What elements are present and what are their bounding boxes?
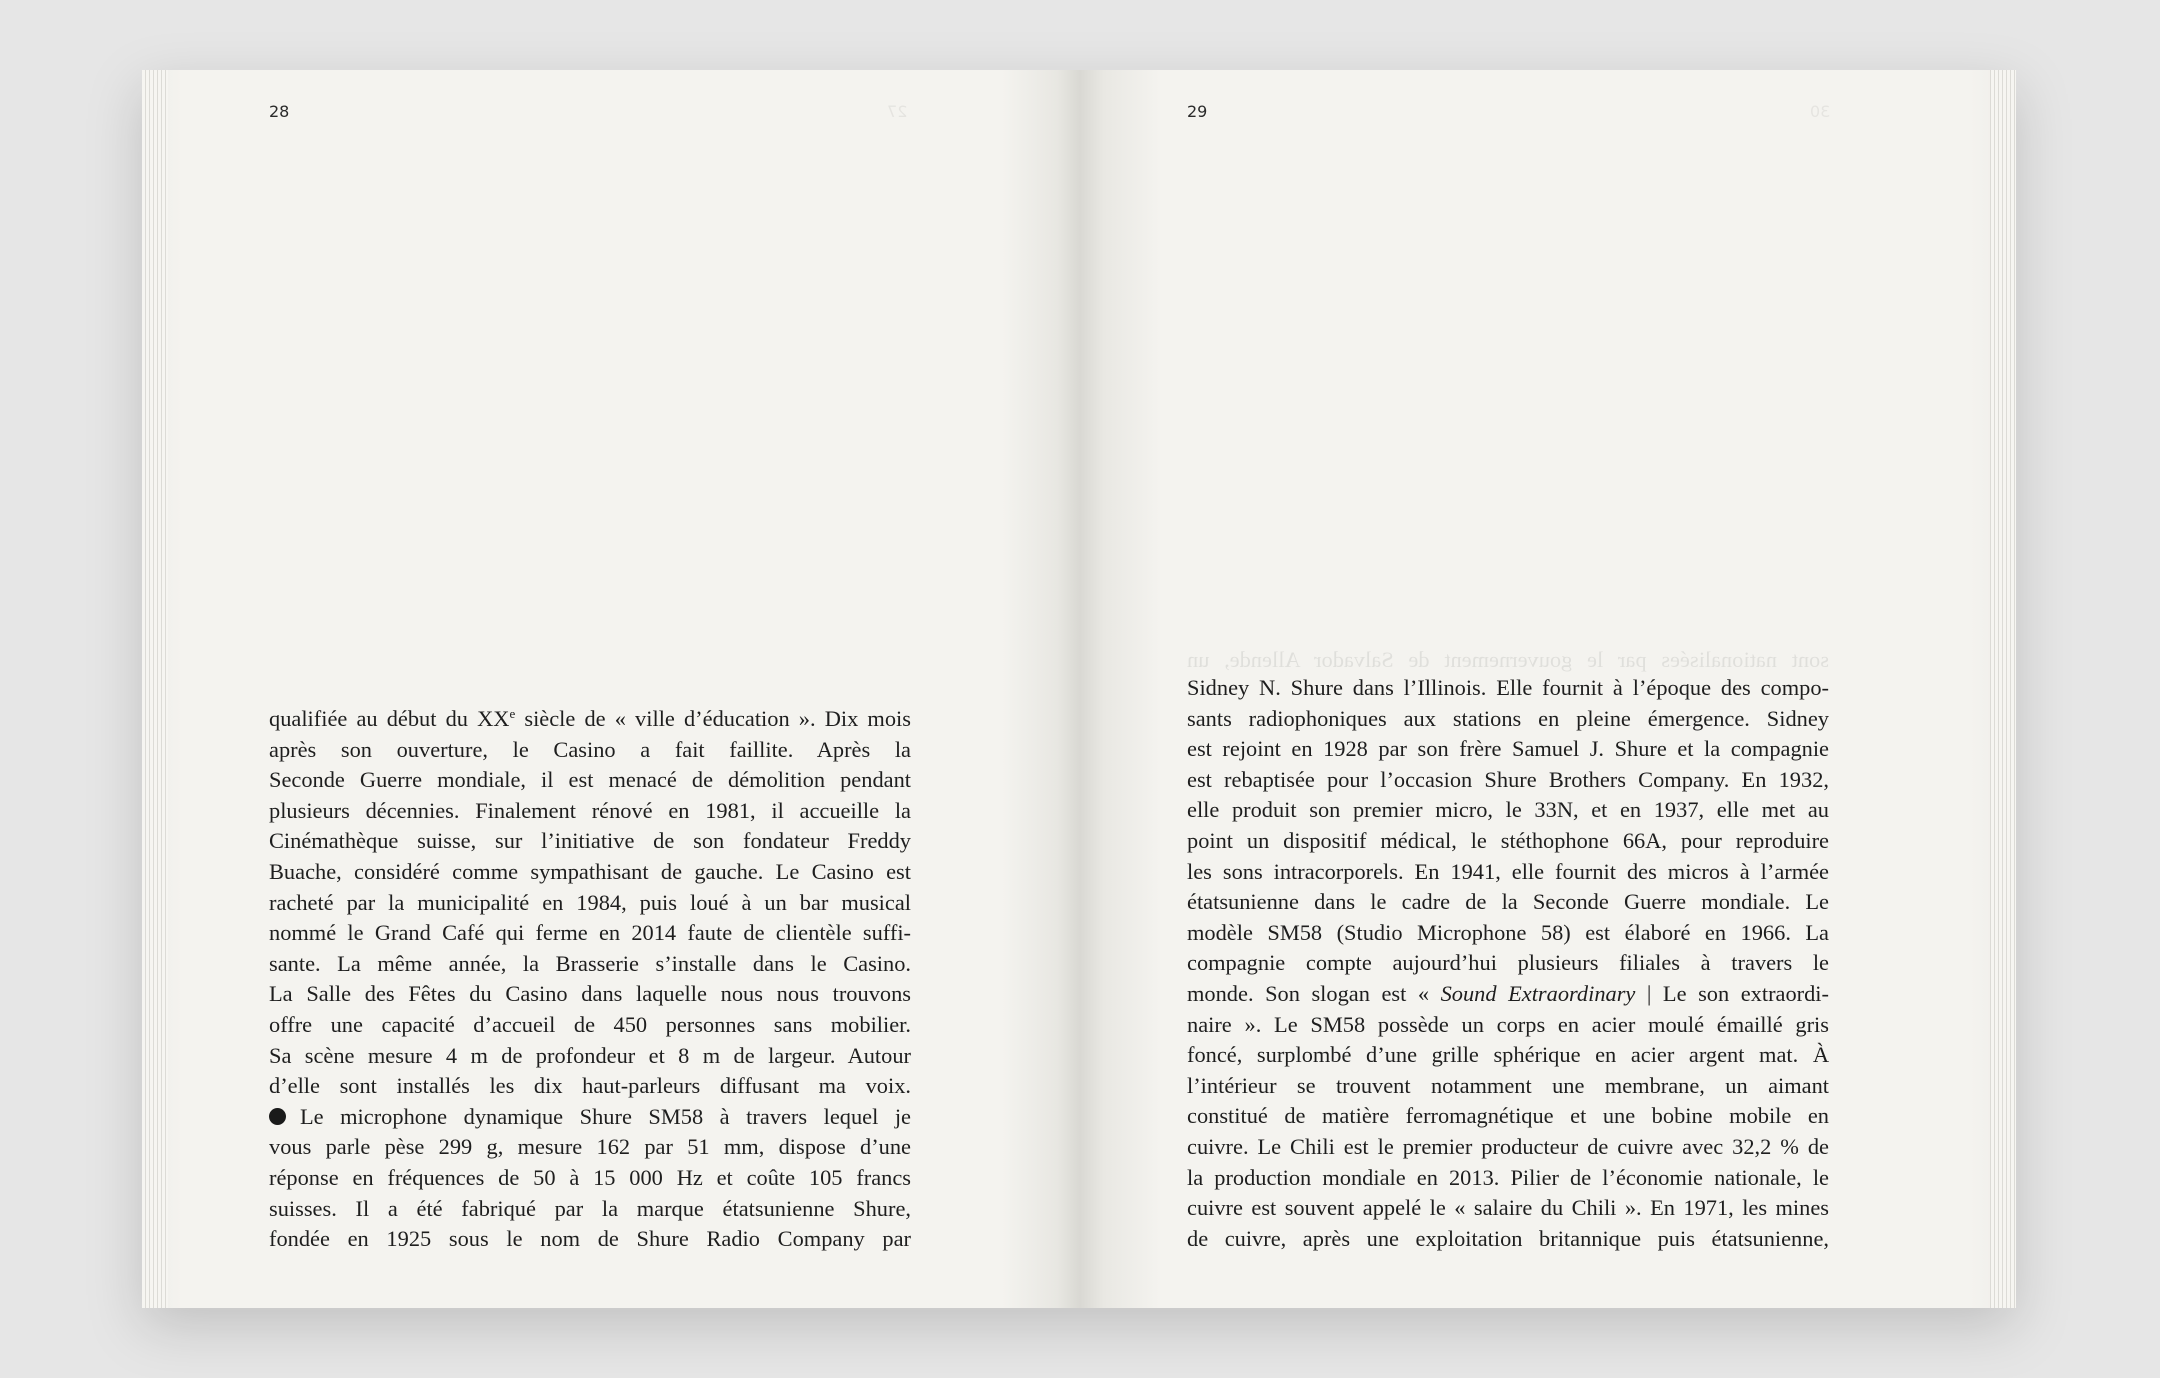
- left-page: [142, 70, 1080, 1308]
- text-line: elle produit son premier micro, le 33N, et en 1937, elle met au: [1187, 797, 1829, 823]
- text-line: nommé le Grand Café qui ferme en 2014 faute de clientèle suffi-: [269, 920, 911, 946]
- body-text: [269, 704, 911, 1255]
- text-line: Cinémathèque suisse, sur l’initiative de son fondateur Freddy: [269, 828, 911, 854]
- page-edges: [142, 70, 168, 1308]
- text-line: fondée en 1925 sous le nom de Shure Radio Company par: [269, 1226, 911, 1252]
- bullet-icon: [269, 1108, 286, 1125]
- text-line: cuivre. Le Chili est le premier producteur de cuivre avec 32,2 % de: [1187, 1133, 1829, 1159]
- text-line: Seconde Guerre mondiale, il est menacé de démolition pendant: [269, 767, 911, 793]
- text-line: plusieurs décennies. Finalement rénové en 1981, il accueille la: [269, 797, 911, 823]
- text-line: constitué de matière ferromagnétique et une bobine mobile en: [1187, 1103, 1829, 1129]
- text-line: d’elle sont installés les dix haut-parleurs diffusant ma voix.: [269, 1073, 911, 1099]
- text-line: Le microphone dynamique Shure SM58 à travers lequel je: [269, 1102, 911, 1133]
- page-number: 28: [269, 102, 290, 121]
- text-line: racheté par la municipalité en 1984, puis loué à un bar musical: [269, 889, 911, 915]
- text-line: cuivre est souvent appelé le « salaire du Chili ». En 1971, les mines: [1187, 1195, 1829, 1221]
- text-line: qualifiée au début du XXe siècle de « ville d’éducation ». Dix mois: [269, 706, 911, 731]
- text-line: de cuivre, après une exploitation britannique puis étatsunienne,: [1187, 1225, 1829, 1251]
- text-line: compagnie compte aujourd’hui plusieurs filiales à travers le: [1187, 950, 1829, 976]
- text-line: réponse en fréquences de 50 à 15 000 Hz et coûte 105 francs: [269, 1164, 911, 1190]
- text-line: suisses. Il a été fabriqué par la marque étatsunienne Shure,: [269, 1195, 911, 1221]
- text-line: modèle SM58 (Studio Microphone 58) est élaboré en 1966. La: [1187, 919, 1829, 945]
- text-line: vous parle pèse 299 g, mesure 162 par 51 mm, dispose d’une: [269, 1134, 911, 1160]
- page-number: 29: [1187, 102, 1208, 121]
- text-line: Buache, considéré comme sympathisant de gauche. Le Casino est: [269, 858, 911, 884]
- body-text: [1187, 673, 1829, 1254]
- text-line: Sidney N. Shure dans l’Illinois. Elle fournit à l’époque des compo-: [1187, 675, 1829, 700]
- right-page: [1080, 70, 2016, 1308]
- show-through-text: sont nationalisées par le gouvernement de Salvador Allende, un: [1187, 647, 1829, 672]
- show-through-page-number: 27: [887, 102, 908, 121]
- show-through-page-number: 30: [1810, 102, 1831, 121]
- text-line: offre une capacité d’accueil de 450 personnes sans mobilier.: [269, 1011, 911, 1037]
- text-line: La Salle des Fêtes du Casino dans laquelle nous nous trouvons: [269, 981, 911, 1007]
- text-line: l’intérieur se trouvent notamment une membrane, un aimant: [1187, 1072, 1829, 1098]
- text-line: naire ». Le SM58 possède un corps en acier moulé émaillé gris: [1187, 1011, 1829, 1037]
- text-line: les sons intracorporels. En 1941, elle fournit des micros à l’armée: [1187, 858, 1829, 884]
- text-line: sants radiophoniques aux stations en pleine émergence. Sidney: [1187, 705, 1829, 731]
- text-line: monde. Son slogan est « Sound Extraordinary | Le son extraordi-: [1187, 980, 1829, 1006]
- text-line: Sa scène mesure 4 m de profondeur et 8 m de largeur. Autour: [269, 1042, 911, 1068]
- text-line: est rebaptisée pour l’occasion Shure Brothers Company. En 1932,: [1187, 766, 1829, 792]
- text-line: étatsunienne dans le cadre de la Seconde Guerre mondiale. Le: [1187, 889, 1829, 915]
- text-line: foncé, surplombé d’une grille sphérique en acier argent mat. À: [1187, 1042, 1829, 1068]
- text-line: la production mondiale en 2013. Pilier de l’économie nationale, le: [1187, 1164, 1829, 1190]
- text-line: point un dispositif médical, le stéthophone 66A, pour reproduire: [1187, 827, 1829, 853]
- text-line: sante. La même année, la Brasserie s’installe dans le Casino.: [269, 950, 911, 976]
- text-line: après son ouverture, le Casino a fait faillite. Après la: [269, 736, 911, 762]
- book-spread: [142, 70, 2016, 1308]
- page-edges: [1990, 70, 2016, 1308]
- text-line: est rejoint en 1928 par son frère Samuel J. Shure et la compagnie: [1187, 736, 1829, 762]
